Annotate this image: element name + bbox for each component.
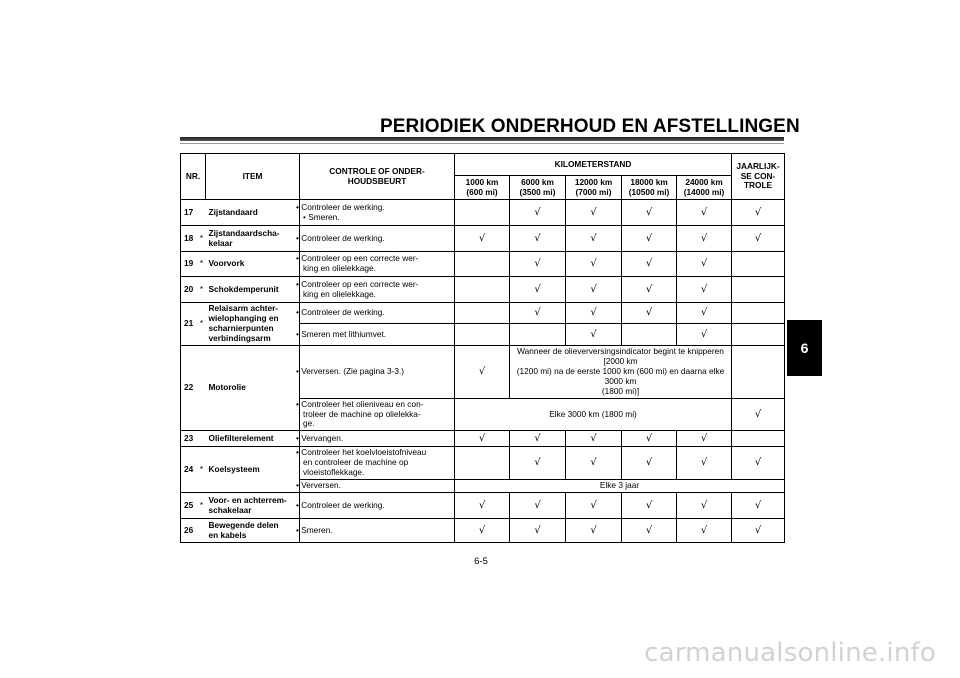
- row-item: Schokdemperunit: [206, 277, 300, 303]
- check-mark: [732, 324, 785, 345]
- check-mark: [622, 303, 677, 324]
- check-mark: [510, 431, 566, 447]
- checkmark-icon: √: [590, 457, 597, 469]
- checkmark-icon: √: [590, 328, 597, 340]
- checkmark-icon: √: [534, 232, 541, 244]
- header-check: CONTROLE OF ONDER- HOUDSBEURT: [300, 154, 455, 200]
- watermark: carmanualsonline.info: [644, 638, 936, 668]
- check-mark: [677, 431, 732, 447]
- check-mark: [732, 493, 785, 519]
- checkmark-icon: √: [534, 457, 541, 469]
- checkmark-icon: √: [478, 365, 486, 377]
- check-mark: [677, 447, 732, 480]
- row-item: Zijstandaard: [206, 200, 300, 226]
- check-mark: [510, 493, 566, 519]
- row-check: • Controleer de werking. • Smeren.: [300, 200, 455, 226]
- row-asterisk: *: [198, 303, 206, 346]
- row-number: 22: [181, 345, 198, 431]
- checkmark-icon: √: [534, 524, 541, 536]
- row-asterisk: [198, 200, 206, 226]
- check-mark: [510, 277, 566, 303]
- row-item: Voorvork: [206, 252, 300, 277]
- checkmark-icon: √: [645, 432, 653, 444]
- row-item: Motorolie: [206, 345, 300, 431]
- checkmark-icon: √: [590, 307, 597, 319]
- check-mark: [455, 324, 510, 345]
- checkmark-icon: √: [478, 232, 486, 244]
- table-row: [181, 200, 785, 226]
- header-km-4: 24000 km (14000 mi): [677, 176, 732, 200]
- checkmark-icon: √: [478, 499, 486, 511]
- table-row: [181, 226, 785, 252]
- checkmark-icon: √: [645, 524, 653, 536]
- checkmark-icon: √: [700, 307, 708, 319]
- row-check: • Controleer op een correcte wer- king en olielekkage.: [300, 277, 455, 303]
- checkmark-icon: √: [590, 524, 597, 536]
- chapter-tab: 6: [787, 320, 822, 376]
- checkmark-icon: √: [534, 283, 541, 295]
- check-mark: [455, 493, 510, 519]
- checkmark-icon: √: [590, 232, 597, 244]
- row-number: 25: [181, 493, 198, 519]
- row-check: • Controleer de werking.: [300, 303, 455, 324]
- header-km-1: 6000 km (3500 mi): [510, 176, 566, 200]
- check-mark: [677, 252, 732, 277]
- check-mark: [622, 277, 677, 303]
- header-item: ITEM: [206, 154, 300, 200]
- row-check: • Smeren met lithiumvet.: [300, 324, 455, 345]
- check-mark: [566, 303, 622, 324]
- check-mark: [677, 200, 732, 226]
- table-row: [181, 303, 785, 324]
- check-mark: [455, 303, 510, 324]
- header-km-0: 1000 km (600 mi): [455, 176, 510, 200]
- table-row: [181, 519, 785, 543]
- row-number: 18: [181, 226, 198, 252]
- check-mark: [732, 519, 785, 543]
- row-item: Koelsysteem: [206, 447, 300, 493]
- row-number: 26: [181, 519, 198, 543]
- check-mark: [566, 277, 622, 303]
- checkmark-icon: √: [534, 432, 541, 444]
- check-mark: [732, 226, 785, 252]
- checkmark-icon: √: [534, 499, 541, 511]
- check-mark: [622, 519, 677, 543]
- check-mark: [677, 277, 732, 303]
- row-asterisk: *: [198, 277, 206, 303]
- check-mark: [622, 226, 677, 252]
- check-mark: [677, 493, 732, 519]
- check-mark: [566, 447, 622, 480]
- check-mark: [732, 200, 785, 226]
- checkmark-icon: √: [754, 232, 762, 244]
- row-check: • Controleer op een correcte wer- king en olielekkage.: [300, 252, 455, 277]
- checkmark-icon: √: [754, 499, 762, 511]
- checkmark-icon: √: [754, 206, 762, 218]
- table-row: [181, 493, 785, 519]
- check-mark: [455, 345, 510, 398]
- checkmark-icon: √: [590, 206, 597, 218]
- check-mark: [622, 200, 677, 226]
- check-mark: [622, 431, 677, 447]
- header-row: [181, 154, 785, 176]
- check-mark: [622, 324, 677, 345]
- checkmark-icon: √: [754, 524, 762, 536]
- check-mark: [566, 252, 622, 277]
- check-mark: [732, 345, 785, 398]
- row-check: • Controleer de werking.: [300, 226, 455, 252]
- row-check: • Controleer de werking.: [300, 493, 455, 519]
- table-row: [181, 431, 785, 447]
- check-mark: [677, 324, 732, 345]
- checkmark-icon: √: [645, 232, 653, 244]
- check-mark: [732, 277, 785, 303]
- row-asterisk: [198, 431, 206, 447]
- header-nr: NR.: [181, 154, 206, 200]
- check-mark: [510, 303, 566, 324]
- row-asterisk: *: [198, 226, 206, 252]
- checkmark-icon: √: [478, 524, 486, 536]
- row-asterisk: [198, 519, 206, 543]
- checkmark-icon: √: [754, 408, 762, 420]
- row-asterisk: [198, 345, 206, 431]
- checkmark-icon: √: [645, 283, 653, 295]
- row-span-text: Elke 3 jaar: [455, 480, 785, 493]
- row-item: Oliefilterelement: [206, 431, 300, 447]
- checkmark-icon: √: [590, 499, 597, 511]
- checkmark-icon: √: [590, 432, 597, 444]
- row-number: 21: [181, 303, 198, 346]
- row-check: • Verversen.: [300, 480, 455, 493]
- title-rule: [180, 137, 784, 141]
- check-mark: [622, 252, 677, 277]
- check-mark: [622, 447, 677, 480]
- row-check: • Smeren.: [300, 519, 455, 543]
- checkmark-icon: √: [534, 258, 541, 269]
- checkmark-icon: √: [754, 457, 762, 469]
- check-mark: [677, 303, 732, 324]
- row-item: Zijstandaardscha- kelaar: [206, 226, 300, 252]
- row-check: • Controleer het olieniveau en con- troleer de machine op olielekka- ge.: [300, 398, 455, 431]
- row-check: • Vervangen.: [300, 431, 455, 447]
- row-number: 23: [181, 431, 198, 447]
- check-mark: [622, 493, 677, 519]
- check-mark: [455, 431, 510, 447]
- check-mark: [566, 493, 622, 519]
- table-row: [181, 447, 785, 480]
- row-number: 17: [181, 200, 198, 226]
- checkmark-icon: √: [700, 283, 708, 295]
- row-number: 24: [181, 447, 198, 493]
- maintenance-table: [180, 153, 785, 543]
- checkmark-icon: √: [645, 206, 653, 218]
- check-mark: [455, 226, 510, 252]
- checkmark-icon: √: [645, 258, 653, 269]
- checkmark-icon: √: [700, 457, 708, 469]
- check-mark: [455, 200, 510, 226]
- checkmark-icon: √: [590, 258, 597, 269]
- table-row: [181, 252, 785, 277]
- row-number: 20: [181, 277, 198, 303]
- check-mark: [566, 519, 622, 543]
- checkmark-icon: √: [534, 206, 541, 218]
- check-mark: [510, 519, 566, 543]
- header-km-3: 18000 km (10500 mi): [622, 176, 677, 200]
- header-km-2: 12000 km (7000 mi): [566, 176, 622, 200]
- checkmark-icon: √: [700, 232, 708, 244]
- row-asterisk: *: [198, 447, 206, 493]
- check-mark: [455, 519, 510, 543]
- row-item: Relaisarm achter- wielophanging en scharnierpunten verbindingsarm: [206, 303, 300, 346]
- checkmark-icon: √: [700, 206, 708, 218]
- check-mark: [455, 447, 510, 480]
- check-mark: [510, 226, 566, 252]
- table-row: [181, 277, 785, 303]
- row-check: • Controleer het koelvloeistofniveau en controleer de machine op vloeistoflekkage.: [300, 447, 455, 480]
- checkmark-icon: √: [645, 499, 653, 511]
- row-span-text: Elke 3000 km (1800 mi): [455, 398, 732, 431]
- check-mark: [510, 324, 566, 345]
- table-row: [181, 345, 785, 398]
- check-mark: [455, 252, 510, 277]
- header-km-group: KILOMETERSTAND: [455, 154, 732, 176]
- checkmark-icon: √: [700, 499, 708, 511]
- page-number: 6-5: [474, 556, 488, 567]
- check-mark: [566, 200, 622, 226]
- check-mark: [510, 252, 566, 277]
- row-asterisk: *: [198, 493, 206, 519]
- header-annual: JAARLIJK- SE CON- TROLE: [732, 154, 785, 200]
- check-mark: [510, 200, 566, 226]
- checkmark-icon: √: [478, 432, 486, 444]
- check-mark: [566, 226, 622, 252]
- row-item: Voor- en achterrem- schakelaar: [206, 493, 300, 519]
- checkmark-icon: √: [645, 457, 653, 469]
- checkmark-icon: √: [700, 328, 708, 340]
- check-mark: [732, 303, 785, 324]
- row-asterisk: *: [198, 252, 206, 277]
- row-check: • Verversen. (Zie pagina 3-3.): [300, 345, 455, 398]
- check-mark: [732, 252, 785, 277]
- title-rule-thin: [180, 143, 784, 144]
- checkmark-icon: √: [534, 307, 541, 319]
- check-mark: [732, 447, 785, 480]
- check-mark: [732, 398, 785, 431]
- check-mark: [566, 324, 622, 345]
- checkmark-icon: √: [590, 283, 597, 295]
- checkmark-icon: √: [700, 524, 708, 536]
- check-mark: [677, 519, 732, 543]
- check-mark: [455, 277, 510, 303]
- checkmark-icon: √: [645, 307, 653, 319]
- checkmark-icon: √: [700, 432, 708, 444]
- check-mark: [732, 431, 785, 447]
- page-title: PERIODIEK ONDERHOUD EN AFSTELLINGEN: [380, 116, 800, 137]
- checkmark-icon: √: [700, 258, 708, 269]
- check-mark: [677, 226, 732, 252]
- row-number: 19: [181, 252, 198, 277]
- check-mark: [510, 447, 566, 480]
- check-mark: [566, 431, 622, 447]
- row-item: Bewegende delen en kabels: [206, 519, 300, 543]
- row-span-text: Wanneer de olieverversingsindicator begint te knipperen [2000 km (1200 mi) na de eerste 1000 km (600 mi) en daarna elke 3000 km (1800 mi)]: [510, 345, 732, 398]
